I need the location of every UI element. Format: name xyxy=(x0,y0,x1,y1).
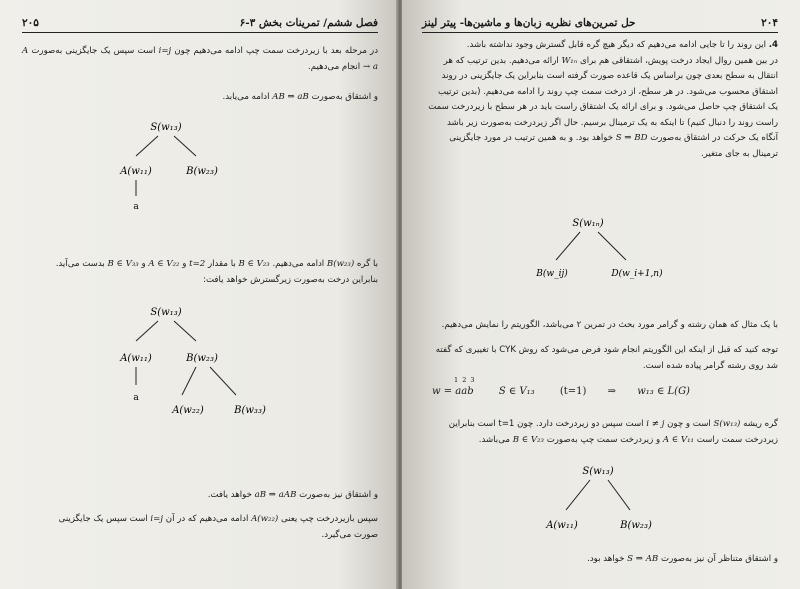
math-inline: A ∈ V₁₁ xyxy=(662,434,694,445)
text: گره ریشه xyxy=(743,419,778,429)
right-page xyxy=(402,0,800,589)
math-inline: AB ⇒ aB xyxy=(272,92,309,102)
text: خواهد یافت. xyxy=(207,490,252,500)
math-inline: B ∈ V₂₃ xyxy=(238,259,270,269)
math-inline: t=2 xyxy=(189,259,206,269)
text: ادامه می‌دهیم. xyxy=(272,259,325,269)
left-para-3 xyxy=(22,257,378,288)
text: بنابراین درخت به‌صورت زیرگسترش خواهد یافت: xyxy=(203,274,378,285)
tree-root: S(w₁ₙ) xyxy=(572,218,604,229)
formula-string: w = aab xyxy=(432,386,474,397)
right-para-note xyxy=(424,343,778,374)
text: و xyxy=(141,259,146,269)
right-para-final xyxy=(424,552,778,568)
math-inline: i=j xyxy=(158,46,172,56)
parse-tree-4 xyxy=(538,458,688,548)
text: انتقال به سطح بعدی چون براساس یک قاعده صورت گرفته است بنابراین یک جایگزینی در روند xyxy=(441,71,778,81)
text: خواهد بود. xyxy=(587,554,625,564)
formula-result: w₁₃ ∈ L(G) xyxy=(637,386,690,397)
text: است سپس یک جایگزینی xyxy=(58,514,148,524)
math-inline: S ⇒ AB xyxy=(627,554,659,564)
text: و xyxy=(182,259,187,269)
math-inline: B ∈ V₂₃ xyxy=(512,434,544,445)
tree-root: S(w₁₃) xyxy=(150,307,182,318)
text: ترمینال به جای متغیر. xyxy=(700,148,778,159)
left-page-header xyxy=(22,10,378,33)
left-page xyxy=(0,0,398,589)
left-para-4 xyxy=(22,488,378,504)
math-inline: B(w₂₃) xyxy=(326,259,355,269)
math-inline: S ⇒ BD xyxy=(615,133,648,143)
tree-node-right: D(w_i+1,n) xyxy=(611,269,663,279)
parse-tree-1 xyxy=(100,118,260,223)
right-page-number: ۲۰۴ xyxy=(761,17,778,29)
text: ارائه می‌دهیم. بدین ترتیب که هر xyxy=(443,55,559,66)
formula-set: S ∈ V₁₃ xyxy=(498,386,535,397)
tree-node-left: B(w_ij) xyxy=(536,269,568,279)
text: و اشتقاق نیز به‌صورت xyxy=(299,490,378,500)
item-number: 4. xyxy=(768,40,778,50)
text: با گره xyxy=(356,259,378,269)
text: این روند را تا جایی ادامه می‌دهیم که دیگر هیچ گره قابل گسترش وجود نداشته باشد. xyxy=(466,40,767,50)
string-indices: 1 2 3 xyxy=(454,376,476,384)
right-para-root xyxy=(424,417,778,448)
right-item-4 xyxy=(424,38,778,162)
math-inline: A → a xyxy=(22,46,378,72)
text: است و چون xyxy=(667,419,711,429)
text: راست روند را دنبال کنیم) تا اینکه به یک ترمینال برسیم. حال اگر زیردرخت به‌صورت زیر باشد xyxy=(446,117,778,128)
math-inline: A(w₂₂) xyxy=(251,514,279,524)
math-inline: aB ⇒ aAB xyxy=(254,490,297,500)
membership-formula xyxy=(432,376,690,397)
text: ادامه می‌یابد. xyxy=(222,92,270,102)
text: است سپس دو زیردرخت دارد. چون t=1 است بنابراین xyxy=(448,419,644,429)
math-inline: W₁ₙ xyxy=(561,55,578,66)
text: در بین همین روال ایجاد درخت پویش، اشتقاقی هم برای xyxy=(579,55,778,66)
math-inline: B ∈ V₃₃ xyxy=(107,259,139,269)
tree-leaf: a xyxy=(133,202,139,212)
text: سپس بازیردرخت چپ یعنی xyxy=(280,514,378,524)
text: و اشتقاق متناظر آن نیز به‌صورت xyxy=(660,554,778,564)
text: با یک مثال که همان رشته و گرامر مورد بحث در تمرین ۲ می‌باشد، الگوریتم را نمایش می‌دهیم. xyxy=(441,320,778,330)
right-para-example xyxy=(424,318,778,334)
text: آنگاه یک حرکت در اشتقاق به‌صورت xyxy=(650,133,778,143)
text: توجه کنید که قبل از اینکه این الگوریتم انجام شود فرض می‌شود که روش CYK با تغییری که گفته xyxy=(435,345,778,355)
text: یک اشتقاق چپ حاصل می‌شود. و برای ارائه یک اشتقاق راست باید در هر سطح با زیردرخت سمت xyxy=(428,102,778,112)
text: بدست می‌آید. xyxy=(55,259,105,269)
tree-node-right: B(w₂₃) xyxy=(186,166,218,177)
tree-leaf: a xyxy=(133,393,139,403)
parse-tree-2 xyxy=(100,303,300,453)
text: می‌باشد. xyxy=(478,434,510,445)
math-inline: S(w₁₃) xyxy=(713,419,741,429)
tree-node-left: A(w₁₁) xyxy=(120,353,152,364)
text: زیردرخت سمت راست xyxy=(696,434,778,445)
text: خواهد بود. و به همین ترتیب در مورد جایگزینی xyxy=(449,133,614,143)
right-page-title: حل تمرین‌های نظریه زبان‌ها و ماشین‌ها- پیتر لینز xyxy=(422,17,636,29)
text: و زیردرخت سمت چپ به‌صورت xyxy=(546,434,661,445)
text: اشتقاق محسوب می‌شود. در هر سطح، از درخت سمت چپ روند را ادامه می‌دهیم. (بدین ترتیب xyxy=(437,86,778,97)
text: و اشتقاق به‌صورت xyxy=(311,92,378,102)
tree-node-left: A(w₁₁) xyxy=(120,166,152,177)
text: در مرحله بعد با زیردرخت سمت چپ ادامه می‌دهیم چون xyxy=(174,46,379,56)
left-page-title: فصل ششم/ تمرینات بخش ۳-۶ xyxy=(239,17,378,29)
math-inline: i=j xyxy=(150,514,164,524)
tree-node-right: B(w₂₃) xyxy=(620,520,652,531)
left-page-number: ۲۰۵ xyxy=(22,17,39,29)
left-para-2 xyxy=(22,90,378,106)
tree-node-right-left: A(w₂₂) xyxy=(172,405,204,416)
tree-node-left: A(w₁₁) xyxy=(546,520,578,531)
tree-root: S(w₁₃) xyxy=(582,466,614,477)
text: با مقدار xyxy=(207,259,236,269)
text: شد روی رشته گرامر پیاده شده است. xyxy=(642,360,778,371)
math-inline: i ≠ j xyxy=(646,419,665,429)
text: ادامه می‌دهیم که در آن xyxy=(165,514,249,524)
text: انجام می‌دهیم. xyxy=(308,61,361,72)
tree-node-right-right: B(w₃₃) xyxy=(234,405,266,416)
math-inline: A ∈ V₂₂ xyxy=(148,259,180,269)
parse-tree-3 xyxy=(522,208,692,288)
right-page-header xyxy=(422,10,778,33)
text: صورت می‌گیرد. xyxy=(321,529,378,540)
tree-root: S(w₁₃) xyxy=(150,122,182,133)
formula-arrow: ⇒ xyxy=(607,386,616,397)
left-para-1 xyxy=(22,44,378,75)
formula-t: (t=1) xyxy=(559,386,587,397)
tree-node-right: B(w₂₃) xyxy=(186,353,218,364)
text: است سپس یک جایگزینی به‌صورت xyxy=(31,46,156,56)
left-para-5 xyxy=(22,512,378,543)
